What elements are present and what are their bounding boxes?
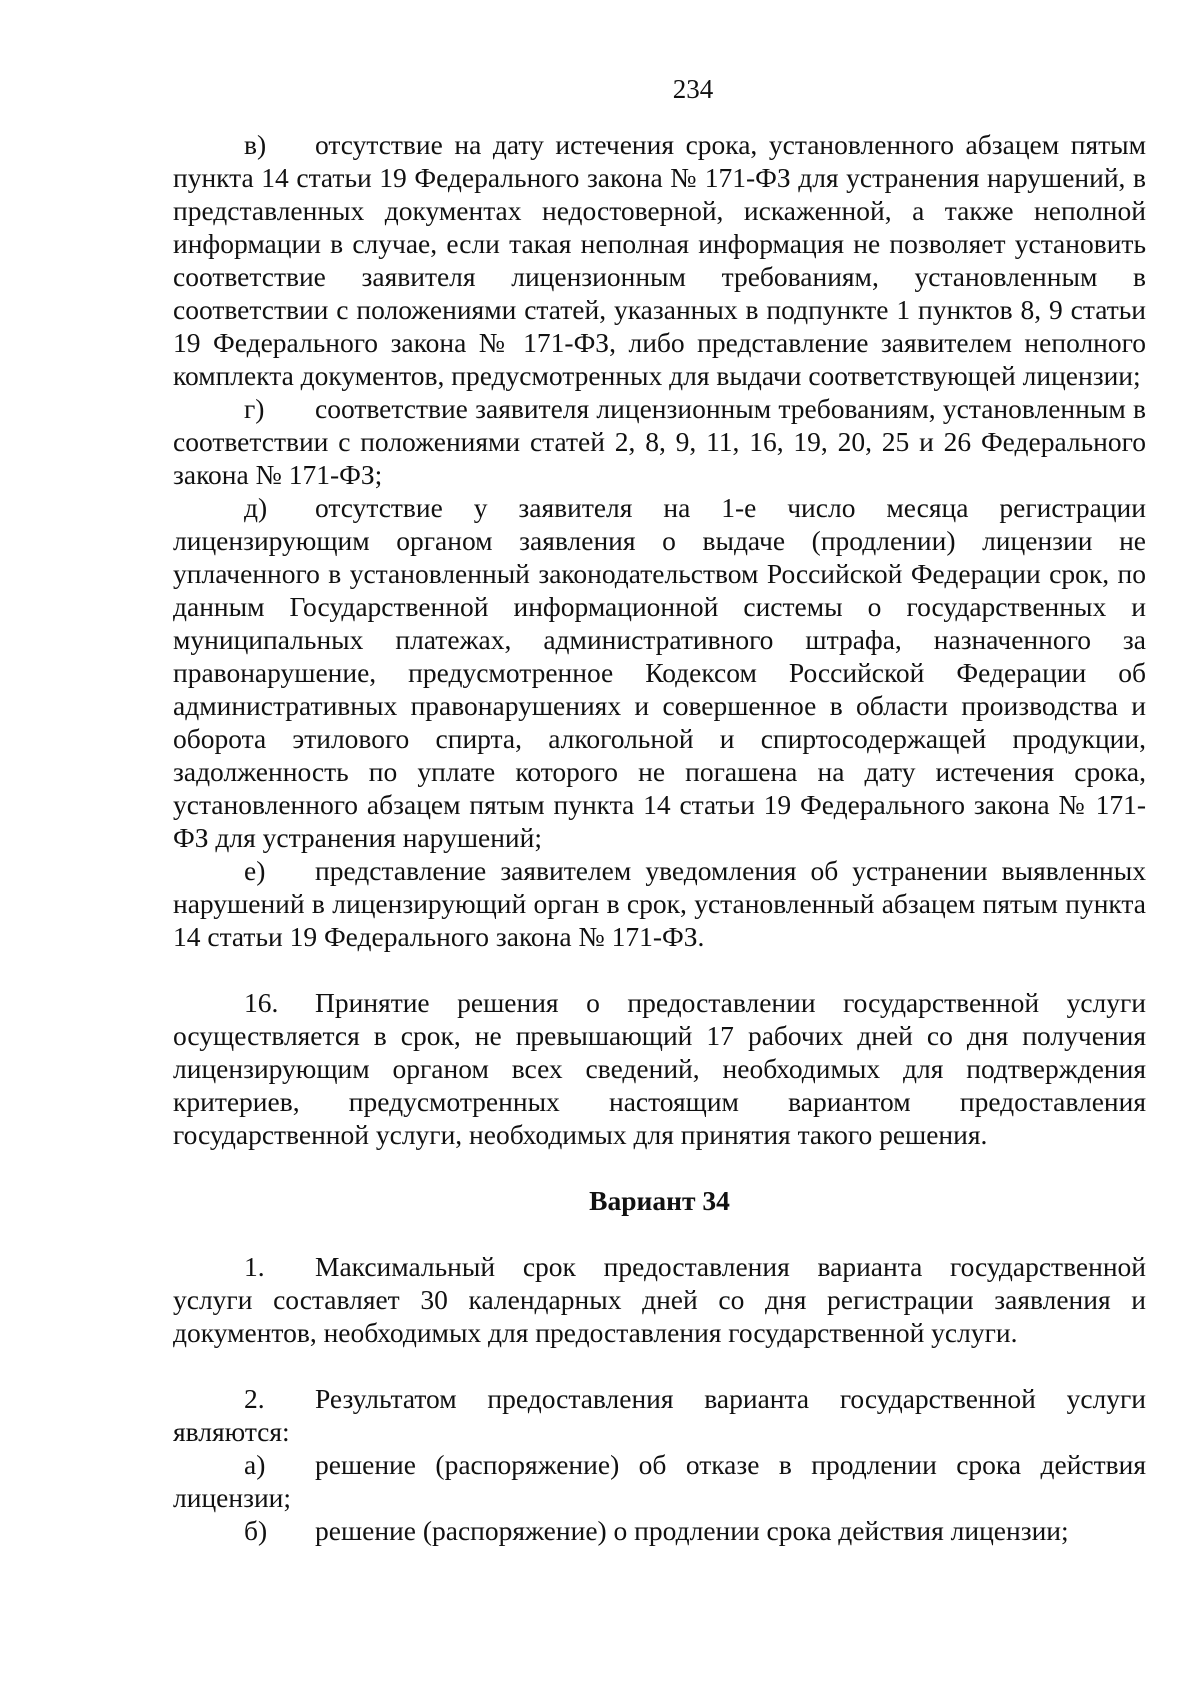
spacer	[173, 1217, 1146, 1250]
list-item-a	[173, 1448, 1146, 1514]
list-item-e	[173, 854, 1146, 953]
document-body	[173, 128, 1146, 1547]
spacer	[173, 1349, 1146, 1382]
spacer	[173, 1151, 1146, 1184]
item-text: Максимальный срок предоставления варианта государственной услуги составляет 30 календарных дней со дня регистрации заявления и документов, необходимых для предоставления государственной услуги.	[173, 1251, 1146, 1348]
item-text: представление заявителем уведомления об устранении выявленных нарушений в лицензирующий орган в срок, установленный абзацем пятым пункта 14 статьи 19 Федерального закона № 171-ФЗ.	[173, 855, 1146, 952]
item-label: 2.	[244, 1383, 265, 1414]
spacer	[173, 953, 1146, 986]
section-heading: Вариант 34	[589, 1185, 730, 1216]
item-text: решение (распоряжение) о продлении срока действия лицензии;	[315, 1515, 1069, 1546]
item-text: отсутствие у заявителя на 1-е число месяца регистрации лицензирующим органом заявления о выдаче (продлении) лицензии не уплаченного в установленный законодательством Российской Федерации срок, по данным Государственной информационной системы о государственных и муниципальных платежах, административного штрафа, назначенного за правонарушение, предусмотренное Кодексом Российской Федерации об административных правонарушениях и совершенное в области производства и оборота этилового спирта, алкогольной и спиртосодержащей продукции, задолженность по уплате которого не погашена на дату истечения срока, установленного абзацем пятым пункта 14 статьи 19 Федерального закона № 171-ФЗ для устранения нарушений;	[173, 492, 1146, 853]
item-text: Принятие решения о предоставлении государственной услуги осуществляется в срок, не превышающий 17 рабочих дней со дня получения лицензирующим органом всех сведений, необходимых для подтверждения критериев, предусмотренных настоящим вариантом предоставления государственной услуги, необходимых для принятия такого решения.	[173, 987, 1146, 1150]
item-label: а)	[244, 1449, 266, 1480]
list-item-d	[173, 491, 1146, 854]
item-text: соответствие заявителя лицензионным требованиям, установленным в соответствии с положениями статей 2, 8, 9, 11, 16, 19, 20, 25 и 26 Федерального закона № 171-ФЗ;	[173, 393, 1146, 490]
item-text: Результатом предоставления варианта государственной услуги являются:	[173, 1383, 1146, 1447]
page-number: 234	[672, 74, 714, 104]
item-text: решение (распоряжение) об отказе в продлении срока действия лицензии;	[173, 1449, 1146, 1513]
item-label: д)	[244, 492, 268, 523]
item-label: 1.	[244, 1251, 265, 1282]
item-label: 16.	[244, 987, 279, 1018]
item-label: е)	[244, 855, 266, 886]
list-item-v	[173, 128, 1146, 392]
list-item-g	[173, 392, 1146, 491]
list-item-b	[173, 1514, 1146, 1547]
item-text: отсутствие на дату истечения срока, установленного абзацем пятым пункта 14 статьи 19 Федерального закона № 171-ФЗ для устранения нарушений, в представленных документах недостоверной, искаженной, а также неполной информации в случае, если такая неполная информация не позволяет установить соответствие заявителя лицензионным требованиям, установленным в соответствии с положениями статей, указанных в подпункте 1 пунктов 8, 9 статьи 19 Федерального закона № 171-ФЗ, либо представление заявителем неполного комплекта документов, предусмотренных для выдачи соответствующей лицензии;	[173, 129, 1146, 391]
paragraph-variant-2	[173, 1382, 1146, 1448]
paragraph-variant-1	[173, 1250, 1146, 1349]
item-label: в)	[244, 129, 267, 160]
paragraph-16	[173, 986, 1146, 1151]
item-label: б)	[244, 1515, 268, 1546]
item-label: г)	[244, 393, 265, 424]
